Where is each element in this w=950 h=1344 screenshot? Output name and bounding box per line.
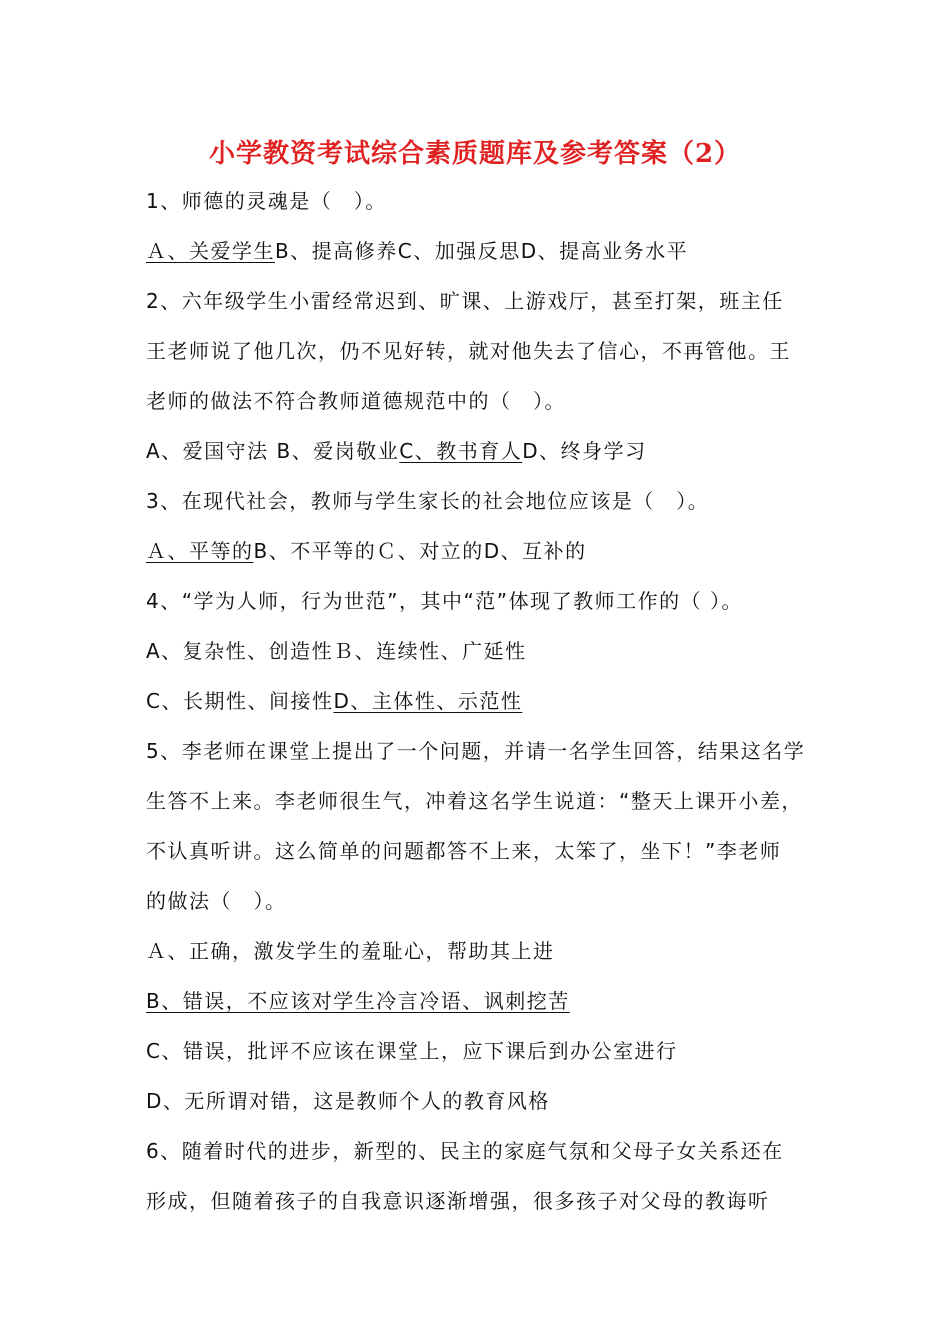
q6-stem-line-2: 形成，但随着孩子的自我意识逐渐增强，很多孩子对父母的教诲听 bbox=[146, 1189, 770, 1213]
q5-option-d: D、无所谓对错，这是教师个人的教育风格 bbox=[146, 1089, 550, 1113]
q3-option-c: Ｃ、对立的 bbox=[376, 539, 484, 563]
q1-option-c: C、加强反思 bbox=[397, 239, 521, 263]
q2-stem-line-2: 王老师说了他几次，仍不见好转，就对他失去了信心，不再管他。王 bbox=[146, 339, 791, 363]
q4-options-row-1 bbox=[146, 636, 846, 666]
q3-option-d: D、互补的 bbox=[483, 539, 587, 563]
q2-stem-line-1: 2、六年级学生小雷经常迟到、旷课、上游戏厅，甚至打架，班主任 bbox=[146, 289, 784, 313]
q4-option-a: A、复杂性、创造性 bbox=[146, 639, 334, 663]
q5-stem-line-3: 不认真听讲。这么简单的问题都答不上来，太笨了，坐下！”李老师 bbox=[146, 839, 782, 863]
q2-option-d: D、终身学习 bbox=[522, 439, 647, 463]
q4-option-b: Ｂ、连续性、广延性 bbox=[333, 639, 527, 663]
q4-option-d-answer: D、主体性、示范性 bbox=[333, 689, 523, 713]
q1-option-d: D、提高业务水平 bbox=[520, 239, 689, 263]
q5-option-b-row bbox=[146, 986, 846, 1016]
q6-stem-line-1: 6、随着时代的进步，新型的、民主的家庭气氛和父母子女关系还在 bbox=[146, 1139, 784, 1163]
q5-option-b-answer: B、错误，不应该对学生冷言冷语、讽刺挖苦 bbox=[146, 989, 570, 1013]
q4-stem: 4、“学为人师，行为世范”，其中“范”体现了教师工作的（ ）。 bbox=[146, 589, 744, 613]
q1-options bbox=[146, 236, 846, 266]
q3-options bbox=[146, 536, 846, 566]
q1-option-b: B、提高修养 bbox=[275, 239, 398, 263]
q2-options bbox=[146, 436, 846, 466]
q5-stem-line-4: 的做法（ ）。 bbox=[146, 889, 287, 913]
q1-option-a-answer: Ａ、关爱学生 bbox=[146, 239, 275, 263]
q2-option-b: B、爱岗敬业 bbox=[276, 439, 400, 463]
q2-option-c-answer: C、教书育人 bbox=[399, 439, 523, 463]
q2-stem-line-3: 老师的做法不符合教师道德规范中的（ ）。 bbox=[146, 389, 566, 413]
q1-stem: 1、师德的灵魂是（ ）。 bbox=[146, 189, 387, 213]
q3-stem: 3、在现代社会，教师与学生家长的社会地位应该是（ ）。 bbox=[146, 489, 710, 513]
q5-stem-line-2: 生答不上来。李老师很生气，冲着这名学生说道：“整天上课开小差， bbox=[146, 789, 803, 813]
q3-option-b: B、不平等的 bbox=[253, 539, 377, 563]
q2-option-a: A、爱国守法 bbox=[146, 439, 277, 463]
q4-option-c: C、长期性、间接性 bbox=[146, 689, 334, 713]
q5-option-a: Ａ、正确，激发学生的羞耻心，帮助其上进 bbox=[146, 939, 555, 963]
q3-option-a-answer: Ａ、平等的 bbox=[146, 539, 254, 563]
page-title: 小学教资考试综合素质题库及参考答案（2） bbox=[208, 139, 742, 169]
q5-option-c: C、错误，批评不应该在课堂上，应下课后到办公室进行 bbox=[146, 1039, 678, 1063]
q5-stem-line-1: 5、李老师在课堂上提出了一个问题，并请一名学生回答，结果这名学 bbox=[146, 739, 806, 763]
q4-options-row-2 bbox=[146, 686, 846, 716]
